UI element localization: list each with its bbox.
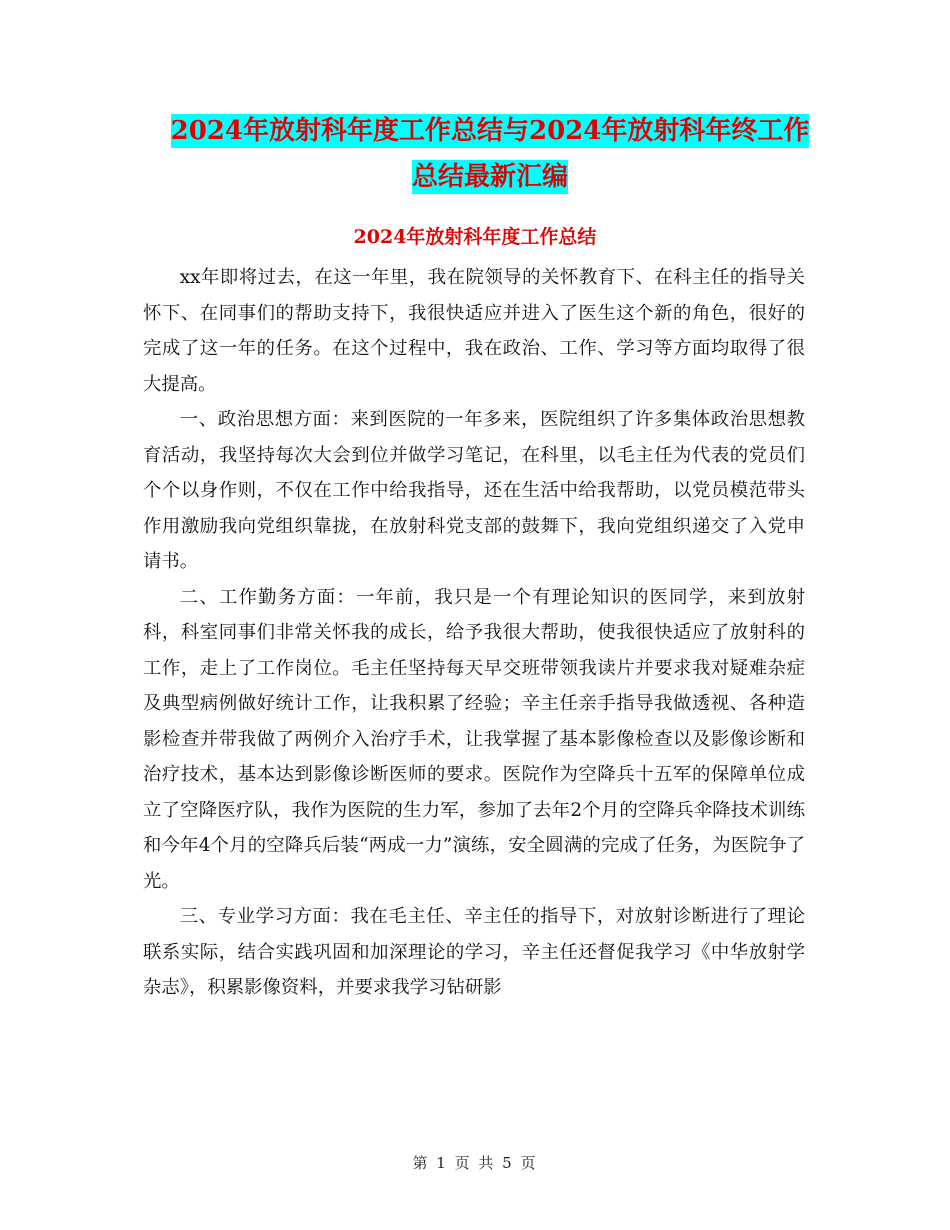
paragraph-intro: xx年即将过去，在这一年里，我在院领导的关怀教育下、在科主任的指导关怀下、在同事们的帮助支持下，我很快适应并进入了医生这个新的角色，很好的完成了这一年的任务。在这个过程中，我在政治、工作、学习等方面均取得了很大提高。 — [143, 267, 805, 395]
paragraph-work: 二、工作勤务方面：一年前，我只是一个有理论知识的医同学，来到放射科，科室同事们非常关怀我的成长，给予我很大帮助，使我很快适应了放射科的工作，走上了工作岗位。毛主任坚持每天早交班带领我读片并要求我对疑难杂症及典型病例做好统计工作，让我积累了经验；辛主任亲手指导我做透视、各种造影检查并带我做了两例介入治疗手术，让我掌握了基本影像检查以及影像诊断和治疗技术，基本达到影像诊断医师的要求。医院作为空降兵十五军的保障单位成立了空降医疗队，我作为医院的生力军，参加了去年2个月的空降兵伞降技术训练和今年4个月的空降兵后装“两成一力”演练，安全圆满的完成了任务，为医院争了光。 — [143, 586, 805, 892]
title-line-2: 总结最新汇编 — [411, 162, 568, 192]
document-title — [150, 108, 830, 200]
paragraph-study: 三、专业学习方面：我在毛主任、辛主任的指导下，对放射诊断进行了理论联系实际，结合实践巩固和加深理论的学习，辛主任还督促我学习《中华放射学杂志》，积累影像资料，并要求我学习钻研影 — [143, 906, 805, 998]
title-line-1: 2024年放射科年度工作总结与2024年放射科年终工作 — [170, 116, 810, 146]
section-subtitle: 2024年放射科年度工作总结 — [353, 226, 597, 248]
page-footer: 第 1 页 共 5 页 — [412, 1154, 538, 1172]
paragraph-politics: 一、政治思想方面：来到医院的一年多来，医院组织了许多集体政治思想教育活动，我坚持每次大会到位并做学习笔记，在科里，以毛主任为代表的党员们个个以身作则，不仅在工作中给我指导，还在生活中给我帮助，以党员模范带头作用激励我向党组织靠拢，在放射科党支部的鼓舞下，我向党组织递交了入党申请书。 — [143, 409, 805, 572]
document-body — [143, 260, 805, 1006]
